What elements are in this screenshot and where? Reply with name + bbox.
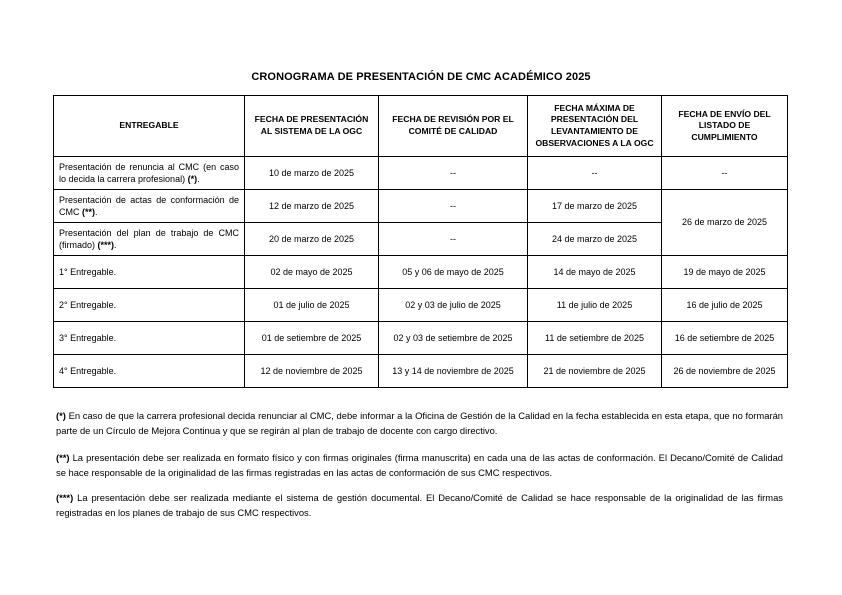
footnote-renuncia [56, 409, 783, 438]
levantamiento-cell: 11 de julio de 2025 [528, 289, 662, 322]
header-fecha-levantamiento: FECHA MÁXIMA DE PRESENTACIÓN DEL LEVANTAMIENTO DE OBSERVACIONES A LA OGC [528, 96, 662, 157]
footnote-mark: (**) [82, 207, 96, 217]
entregable-cell: 4° Entregable. [54, 355, 245, 388]
footnote-mark: (*) [187, 174, 198, 184]
levantamiento-cell: 21 de noviembre de 2025 [528, 355, 662, 388]
revision-cell: 02 y 03 de setiembre de 2025 [379, 322, 528, 355]
footnote-text: La presentación debe ser realizada mediante el sistema de gestión documental. El Decano/Comité de Calidad se hace responsable de la originalidad de las firmas registradas en los planes de trabajo de sus CMC respectivos. [56, 492, 783, 518]
entregable-cell: 1° Entregable. [54, 256, 245, 289]
table-row [54, 322, 788, 355]
presentacion-cell: 02 de mayo de 2025 [245, 256, 379, 289]
presentacion-cell: 01 de julio de 2025 [245, 289, 379, 322]
revision-cell: 13 y 14 de noviembre de 2025 [379, 355, 528, 388]
envio-cell: 19 de mayo de 2025 [662, 256, 788, 289]
levantamiento-cell: 17 de marzo de 2025 [528, 190, 662, 223]
revision-cell: 02 y 03 de julio de 2025 [379, 289, 528, 322]
revision-cell: -- [379, 223, 528, 256]
footnote-mark: (*) [56, 410, 66, 421]
entregable-cell: 3° Entregable. [54, 322, 245, 355]
footnote-mark: (**) [56, 452, 70, 463]
table-row [54, 355, 788, 388]
table-row [54, 157, 788, 190]
entregable-text: Presentación de actas de conformación de CMC [59, 194, 239, 217]
levantamiento-cell: 14 de mayo de 2025 [528, 256, 662, 289]
header-fecha-revision: FECHA DE REVISIÓN POR EL COMITÉ DE CALIDAD [379, 96, 528, 157]
footnote-plan [56, 491, 783, 520]
table-row [54, 190, 788, 223]
footnote-text: En caso de que la carrera profesional decida renunciar al CMC, debe informar a la Oficina de Gestión de la Calidad en la fecha establecida en esta etapa, que no formarán parte de un Círculo de Mejora Continua y que se regirán al plan de trabajo de docente con cargo directivo. [56, 410, 783, 436]
header-fecha-envio: FECHA DE ENVÍO DEL LISTADO DE CUMPLIMIENTO [662, 96, 788, 157]
envio-cell: 26 de noviembre de 2025 [662, 355, 788, 388]
envio-cell: 16 de setiembre de 2025 [662, 322, 788, 355]
levantamiento-cell: 24 de marzo de 2025 [528, 223, 662, 256]
presentacion-cell: 10 de marzo de 2025 [245, 157, 379, 190]
table-row [54, 256, 788, 289]
footnote-mark: (***) [97, 240, 115, 250]
entregable-text: Presentación de renuncia al CMC (en caso lo decida la carrera profesional) [59, 161, 239, 184]
presentacion-cell: 12 de noviembre de 2025 [245, 355, 379, 388]
presentacion-cell: 12 de marzo de 2025 [245, 190, 379, 223]
revision-cell: -- [379, 157, 528, 190]
header-fecha-presentacion: FECHA DE PRESENTACIÓN AL SISTEMA DE LA OGC [245, 96, 379, 157]
entregable-cell [54, 157, 245, 190]
entregable-end: . [95, 207, 98, 217]
table-row [54, 289, 788, 322]
revision-cell: -- [379, 190, 528, 223]
table-header-row [54, 96, 788, 157]
footnote-actas [56, 451, 783, 480]
entregable-text: Presentación del plan de trabajo de CMC (firmado) [59, 227, 239, 250]
footnote-mark: (***) [56, 492, 74, 503]
entregable-end: . [114, 240, 117, 250]
envio-cell: 16 de julio de 2025 [662, 289, 788, 322]
levantamiento-cell: -- [528, 157, 662, 190]
entregable-end: . [197, 174, 200, 184]
envio-cell: -- [662, 157, 788, 190]
document-title: CRONOGRAMA DE PRESENTACIÓN DE CMC ACADÉMICO 2025 [251, 71, 591, 83]
presentacion-cell: 20 de marzo de 2025 [245, 223, 379, 256]
entregable-cell: 2° Entregable. [54, 289, 245, 322]
revision-cell: 05 y 06 de mayo de 2025 [379, 256, 528, 289]
footnote-text: La presentación debe ser realizada en formato físico y con firmas originales (firma manuscrita) en cada una de las actas de conformación. El Decano/Comité de Calidad se hace responsable de la originalidad de las firmas registradas en las actas de conformación de sus CMC respectivos. [56, 452, 783, 478]
header-entregable: ENTREGABLE [54, 96, 245, 157]
envio-cell-merged: 26 de marzo de 2025 [662, 190, 788, 256]
entregable-cell [54, 223, 245, 256]
schedule-table [53, 95, 788, 388]
entregable-cell [54, 190, 245, 223]
presentacion-cell: 01 de setiembre de 2025 [245, 322, 379, 355]
levantamiento-cell: 11 de setiembre de 2025 [528, 322, 662, 355]
